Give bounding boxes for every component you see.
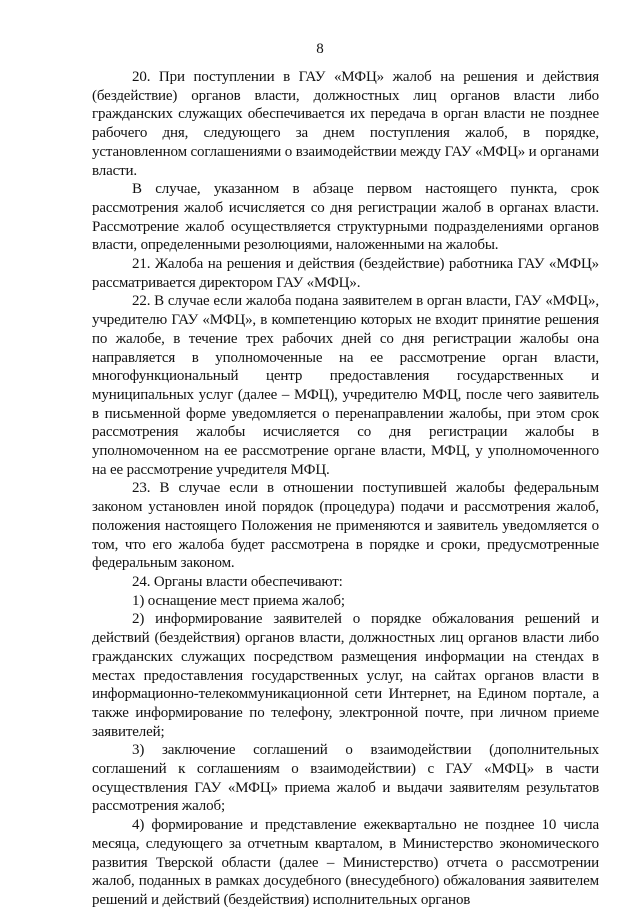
list-item-2: 2) информирование заявителей о порядке обжалования решений и действий (бездействия) органов власти, должностных лиц органов власти либо гражданских служащих посредством размещения информации на стендах в местах предоставления государственных услуг, на сайтах органов власти в информационно-телекоммуникационной сети Интернет, на Едином портале, а также информирование по телефону, электронной почте, при личном приеме заявителей;	[92, 611, 599, 740]
paragraph-23: 23. В случае если в отношении поступившей жалобы федеральным законом установлен иной порядок (процедура) подачи и рассмотрения жалоб, положения настоящего Положения не применяются и заявитель уведомляется о том, что его жалоба будет рассмотрена в порядке и сроки, предусмотренные федеральным законом.	[92, 480, 599, 572]
paragraph-21: 21. Жалоба на решения и действия (бездействие) работника ГАУ «МФЦ» рассматривается директором ГАУ «МФЦ».	[92, 256, 599, 291]
paragraph-20-deadline: В случае, указанном в абзаце первом настоящего пункта, срок рассмотрения жалоб исчисляется со дня регистрации жалоб в органах власти. Рассмотрение жалоб осуществляется структурными подразделениями органов власти, определенными резолюциями, наложенными на жалобы.	[92, 181, 599, 254]
list-item-1: 1) оснащение мест приема жалоб;	[132, 592, 345, 609]
paragraph-22: 22. В случае если жалоба подана заявителем в орган власти, ГАУ «МФЦ», учредителю ГАУ «МФЦ», в компетенцию которых не входит принятие решения по жалобе, в течение трех рабочих дней со дня регистрации жалобы она направляется в уполномоченные на ее рассмотрение орган власти, многофункциональный центр предоставления государственных и муниципальных услуг (далее – МФЦ), учредителю МФЦ, после чего заявитель в письменной форме уведомляется о перенаправлении жалобы, при этом срок рассмотрения жалобы исчисляется со дня регистрации жалобы в уполномоченном на ее рассмотрение органе власти, МФЦ, у уполномоченного на ее рассмотрение учредителя МФЦ.	[92, 293, 599, 478]
list-item-4: 4) формирование и представление ежеквартально не позднее 10 числа месяца, следующего за отчетным кварталом, в Министерство экономического развития Тверской области (далее – Министерство) отчета о рассмотрении жалоб, поданных в рамках досудебного (внесудебного) обжалования заявителем решений и действий (бездействия) исполнительных органов	[92, 817, 599, 908]
page-number: 8	[316, 41, 324, 57]
list-item-3: 3) заключение соглашений о взаимодействии (дополнительных соглашений к соглашениям о взаимодействии) с ГАУ «МФЦ» в части осуществления ГАУ «МФЦ» приема жалоб и выдачи заявителям результатов рассмотрения жалоб;	[92, 742, 599, 815]
paragraph-20: 20. При поступлении в ГАУ «МФЦ» жалоб на решения и действия (бездействие) органов власти, должностных лиц органов власти либо гражданских служащих обеспечивается их передача в орган власти не позднее рабочего дня, следующего за днем поступления жалоб, в порядке, установленном соглашениями о взаимодействии между ГАУ «МФЦ» и органами власти.	[92, 69, 599, 179]
document-body	[92, 68, 599, 910]
paragraph-24: 24. Органы власти обеспечивают:	[132, 573, 343, 590]
